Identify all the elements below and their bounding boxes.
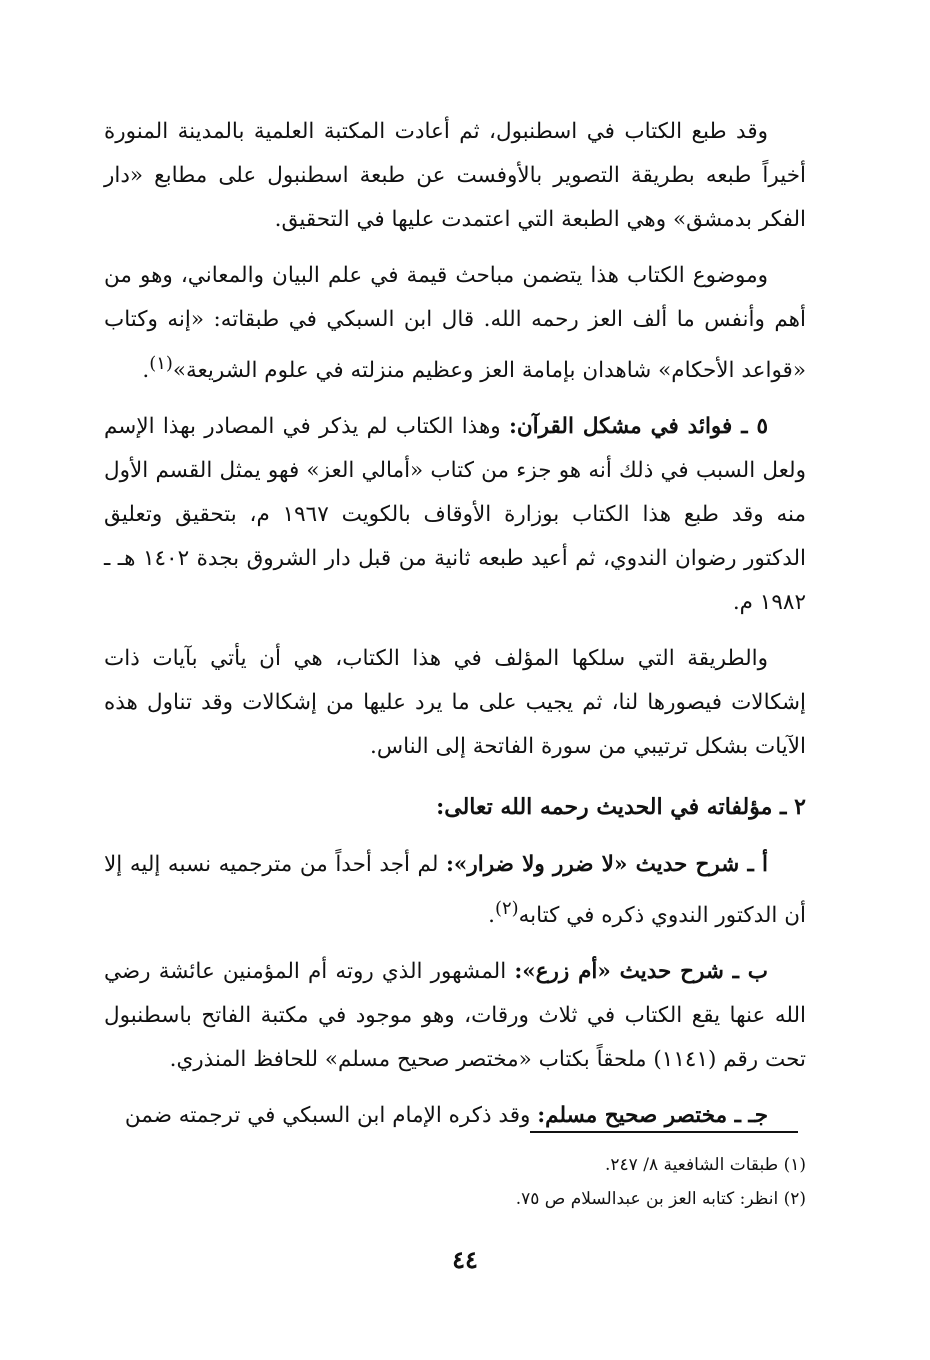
paragraph-printing	[104, 110, 806, 242]
main-text	[104, 110, 806, 1150]
section-title-la-darar: أ ـ شرح حديث «لا ضرر ولا ضرار»:	[446, 852, 768, 878]
footnotes	[104, 1148, 806, 1216]
paragraph-la-darar-text: لم أجد أحداً من مترجميه نسبه إليه إلا أن الدكتور الندوي ذكره في كتابه	[104, 852, 806, 929]
section-title-mukhtasar: جـ ـ مختصر صحيح مسلم:	[537, 1103, 768, 1129]
footnote-1: (١) طبقات الشافعية ٨/ ٢٤٧.	[605, 1155, 806, 1175]
footnote-ref-2[interactable]: (٢)	[494, 898, 519, 920]
paragraph-printing-text: وقد طبع الكتاب في اسطنبول، ثم أعادت المكتبة العلمية بالمدينة المنورة أخيراً طبعه بطريقة التصوير بالأوفست عن طبعة اسطنبول على مطابع «دار الفكر بدمشق» وهي الطبعة التي اعتمدت عليها في التحقيق.	[104, 119, 806, 232]
section-title-fawaid: ٥ ـ فوائد في مشكل القرآن:	[508, 414, 768, 440]
footnote-divider	[530, 1131, 798, 1133]
paragraph-umm-zar	[104, 950, 806, 1082]
paragraph-la-darar	[104, 843, 806, 938]
paragraph-fawaid	[104, 405, 806, 625]
paragraph-subject	[104, 254, 806, 393]
paragraph-mukhtasar-text: وقد ذكره الإمام ابن السبكي في ترجمته ضمن	[124, 1103, 538, 1129]
paragraph-method	[104, 637, 806, 769]
paragraph-fawaid-text: وهذا الكتاب لم يذكر في المصادر بهذا الإسم ولعل السبب في ذلك أنه هو جزء من كتاب «أمالي العز» فهو يمثل القسم الأول منه وقد طبع هذا الكتاب بوزارة الأوقاف بالكويت ١٩٦٧ م، بتحقيق وتعليق الدكتور رضوان الندوي، ثم أعيد طبعه ثانية من قبل دار الشروق بجدة ١٤٠٢ هـ ـ ١٩٨٢ م.	[104, 414, 806, 616]
footnote-ref-1[interactable]: (١)	[149, 353, 173, 374]
paragraph-subject-text: وموضوع الكتاب هذا يتضمن مباحث قيمة في علم البيان والمعاني، وهو من أهم وأنفس ما ألف العز رحمه الله. قال ابن السبكي في طبقاته: «إنه وكتاب «قواعد الأحكام» شاهدان بإمامة العز وعظيم منزلته في علوم الشريعة»	[104, 263, 806, 384]
footnote-2: (٢) انظر: كتابه العز بن عبدالسلام ص ٧٥.	[515, 1189, 806, 1209]
paragraph-method-text: والطريقة التي سلكها المؤلف في هذا الكتاب، هي أن يأتي بآيات ذات إشكالات فيصورها لنا، ثم يجيب على ما يرد عليها من إشكالات وقد تناول هذه الآيات بشكل ترتيبي من سورة الفاتحة إلى الناس.	[104, 646, 806, 760]
page-number: ٤٤	[452, 1245, 478, 1274]
paragraph-la-darar-end: .	[488, 903, 495, 929]
section-heading-hadith: ٢ ـ مؤلفاته في الحديث رحمه الله تعالى:	[436, 794, 806, 821]
section-title-umm-zar: ب ـ شرح حديث «أم زرع»:	[514, 959, 768, 985]
paragraph-subject-end: .	[142, 358, 150, 384]
paragraph-umm-zar-text: المشهور الذي روته أم المؤمنين عائشة رضي الله عنها يقع الكتاب في ثلاث ورقات، وهو موجود في مكتبة الفاتح باسطنبول تحت رقم (١١٤١) ملحقاً بكتاب «مختصر صحيح مسلم» للحافظ المنذري.	[104, 959, 806, 1073]
